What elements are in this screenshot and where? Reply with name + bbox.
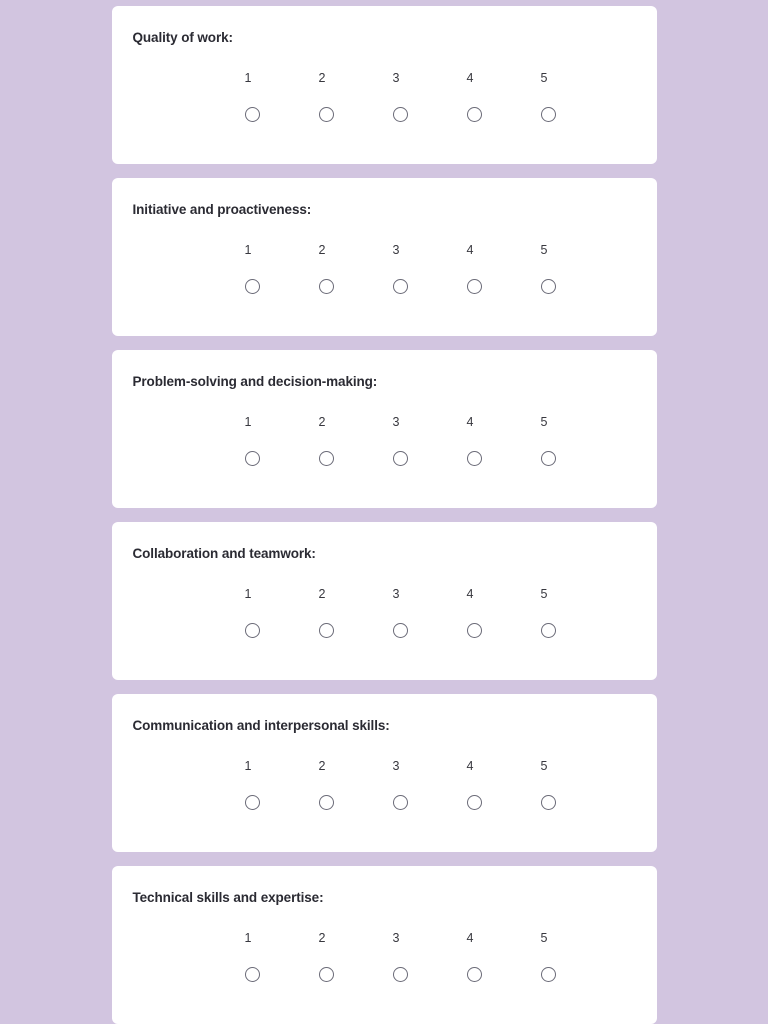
scale-number-label: 3	[392, 587, 400, 602]
question-label: Initiative and proactiveness:	[132, 202, 312, 217]
scale-number-cell	[235, 932, 309, 945]
scale-number-label: 5	[540, 243, 548, 258]
scale-number-row	[235, 72, 637, 85]
scale-number-label: 1	[244, 587, 252, 602]
rating-scale	[132, 244, 637, 294]
scale-radio-cell	[457, 107, 531, 122]
radio-button-3[interactable]	[393, 967, 408, 982]
scale-number-label: 3	[392, 71, 400, 86]
scale-number-label: 5	[540, 587, 548, 602]
scale-number-label: 5	[540, 71, 548, 86]
scale-number-label: 3	[392, 931, 400, 946]
scale-radio-cell	[457, 623, 531, 638]
scale-radio-cell	[531, 107, 605, 122]
scale-radio-cell	[531, 279, 605, 294]
scale-number-cell	[383, 416, 457, 429]
scale-number-cell	[235, 416, 309, 429]
scale-number-cell	[457, 760, 531, 773]
scale-number-label: 5	[540, 759, 548, 774]
scale-number-cell	[309, 416, 383, 429]
scale-radio-cell	[457, 967, 531, 982]
scale-number-row	[235, 416, 637, 429]
scale-radio-cell	[457, 795, 531, 810]
radio-button-1[interactable]	[245, 623, 260, 638]
question-label: Problem-solving and decision-making:	[132, 374, 378, 389]
radio-button-5[interactable]	[541, 795, 556, 810]
scale-number-label: 1	[244, 243, 252, 258]
scale-number-cell	[309, 932, 383, 945]
scale-number-label: 3	[392, 415, 400, 430]
scale-number-label: 3	[392, 243, 400, 258]
scale-number-label: 4	[466, 759, 474, 774]
scale-radio-cell	[531, 451, 605, 466]
question-label: Quality of work:	[132, 30, 233, 45]
scale-radio-row	[235, 795, 637, 810]
radio-button-1[interactable]	[245, 967, 260, 982]
radio-button-1[interactable]	[245, 279, 260, 294]
scale-number-label: 2	[318, 759, 326, 774]
scale-number-cell	[383, 244, 457, 257]
scale-number-label: 2	[318, 587, 326, 602]
rating-scale	[132, 932, 637, 982]
scale-number-label: 4	[466, 931, 474, 946]
scale-radio-cell	[457, 451, 531, 466]
scale-number-cell	[309, 760, 383, 773]
scale-number-label: 2	[318, 415, 326, 430]
radio-button-5[interactable]	[541, 279, 556, 294]
scale-radio-cell	[235, 795, 309, 810]
scale-radio-cell	[309, 795, 383, 810]
radio-button-1[interactable]	[245, 107, 260, 122]
radio-button-4[interactable]	[467, 279, 482, 294]
scale-radio-row	[235, 279, 637, 294]
scale-radio-cell	[235, 623, 309, 638]
question-label: Technical skills and expertise:	[132, 890, 324, 905]
scale-radio-row	[235, 451, 637, 466]
scale-number-cell	[235, 244, 309, 257]
scale-number-cell	[457, 72, 531, 85]
question-card	[112, 350, 657, 508]
radio-button-3[interactable]	[393, 795, 408, 810]
scale-radio-cell	[309, 451, 383, 466]
scale-number-cell	[383, 588, 457, 601]
radio-button-3[interactable]	[393, 107, 408, 122]
question-card	[112, 6, 657, 164]
radio-button-2[interactable]	[319, 623, 334, 638]
radio-button-1[interactable]	[245, 451, 260, 466]
scale-radio-cell	[235, 967, 309, 982]
scale-number-label: 1	[244, 415, 252, 430]
scale-number-label: 4	[466, 243, 474, 258]
scale-radio-cell	[531, 623, 605, 638]
scale-number-label: 2	[318, 71, 326, 86]
scale-number-row	[235, 244, 637, 257]
scale-radio-row	[235, 107, 637, 122]
scale-radio-cell	[383, 451, 457, 466]
rating-scale	[132, 72, 637, 122]
scale-number-cell	[457, 588, 531, 601]
scale-radio-cell	[531, 967, 605, 982]
radio-button-2[interactable]	[319, 279, 334, 294]
scale-radio-cell	[309, 967, 383, 982]
radio-button-3[interactable]	[393, 279, 408, 294]
scale-number-cell	[531, 416, 605, 429]
radio-button-5[interactable]	[541, 967, 556, 982]
question-card	[112, 694, 657, 852]
scale-number-label: 4	[466, 415, 474, 430]
question-card	[112, 866, 657, 1024]
radio-button-2[interactable]	[319, 107, 334, 122]
scale-number-cell	[531, 588, 605, 601]
question-label: Communication and interpersonal skills:	[132, 718, 390, 733]
scale-radio-cell	[383, 795, 457, 810]
scale-number-cell	[531, 72, 605, 85]
radio-button-3[interactable]	[393, 623, 408, 638]
scale-radio-cell	[383, 279, 457, 294]
rating-scale	[132, 760, 637, 810]
scale-radio-cell	[531, 795, 605, 810]
radio-button-4[interactable]	[467, 967, 482, 982]
scale-radio-cell	[235, 107, 309, 122]
scale-number-cell	[383, 760, 457, 773]
question-card	[112, 522, 657, 680]
scale-number-cell	[383, 932, 457, 945]
scale-number-cell	[309, 588, 383, 601]
scale-number-label: 1	[244, 931, 252, 946]
scale-number-cell	[309, 244, 383, 257]
scale-number-cell	[531, 932, 605, 945]
scale-number-label: 4	[466, 71, 474, 86]
radio-button-5[interactable]	[541, 107, 556, 122]
scale-radio-row	[235, 623, 637, 638]
scale-number-label: 4	[466, 587, 474, 602]
scale-number-label: 5	[540, 415, 548, 430]
scale-number-row	[235, 932, 637, 945]
scale-radio-cell	[309, 279, 383, 294]
scale-number-row	[235, 760, 637, 773]
radio-button-2[interactable]	[319, 795, 334, 810]
scale-number-cell	[457, 244, 531, 257]
radio-button-4[interactable]	[467, 795, 482, 810]
scale-radio-cell	[457, 279, 531, 294]
radio-button-2[interactable]	[319, 451, 334, 466]
scale-number-cell	[383, 72, 457, 85]
scale-number-cell	[457, 932, 531, 945]
question-card	[112, 178, 657, 336]
scale-radio-cell	[235, 279, 309, 294]
scale-number-cell	[457, 416, 531, 429]
radio-button-4[interactable]	[467, 107, 482, 122]
scale-radio-cell	[309, 107, 383, 122]
scale-number-cell	[235, 760, 309, 773]
scale-number-cell	[235, 72, 309, 85]
radio-button-5[interactable]	[541, 623, 556, 638]
scale-number-label: 1	[244, 71, 252, 86]
rating-scale	[132, 416, 637, 466]
scale-number-cell	[309, 72, 383, 85]
radio-button-4[interactable]	[467, 623, 482, 638]
scale-number-row	[235, 588, 637, 601]
radio-button-3[interactable]	[393, 451, 408, 466]
scale-radio-cell	[383, 107, 457, 122]
scale-number-cell	[235, 588, 309, 601]
rating-scale	[132, 588, 637, 638]
scale-radio-cell	[309, 623, 383, 638]
scale-number-cell	[531, 760, 605, 773]
question-label: Collaboration and teamwork:	[132, 546, 316, 561]
scale-number-label: 2	[318, 243, 326, 258]
radio-button-4[interactable]	[467, 451, 482, 466]
scale-number-label: 5	[540, 931, 548, 946]
scale-radio-row	[235, 967, 637, 982]
scale-number-label: 3	[392, 759, 400, 774]
scale-radio-cell	[235, 451, 309, 466]
scale-number-label: 1	[244, 759, 252, 774]
scale-radio-cell	[383, 623, 457, 638]
scale-radio-cell	[383, 967, 457, 982]
radio-button-1[interactable]	[245, 795, 260, 810]
scale-number-cell	[531, 244, 605, 257]
scale-number-label: 2	[318, 931, 326, 946]
radio-button-5[interactable]	[541, 451, 556, 466]
radio-button-2[interactable]	[319, 967, 334, 982]
